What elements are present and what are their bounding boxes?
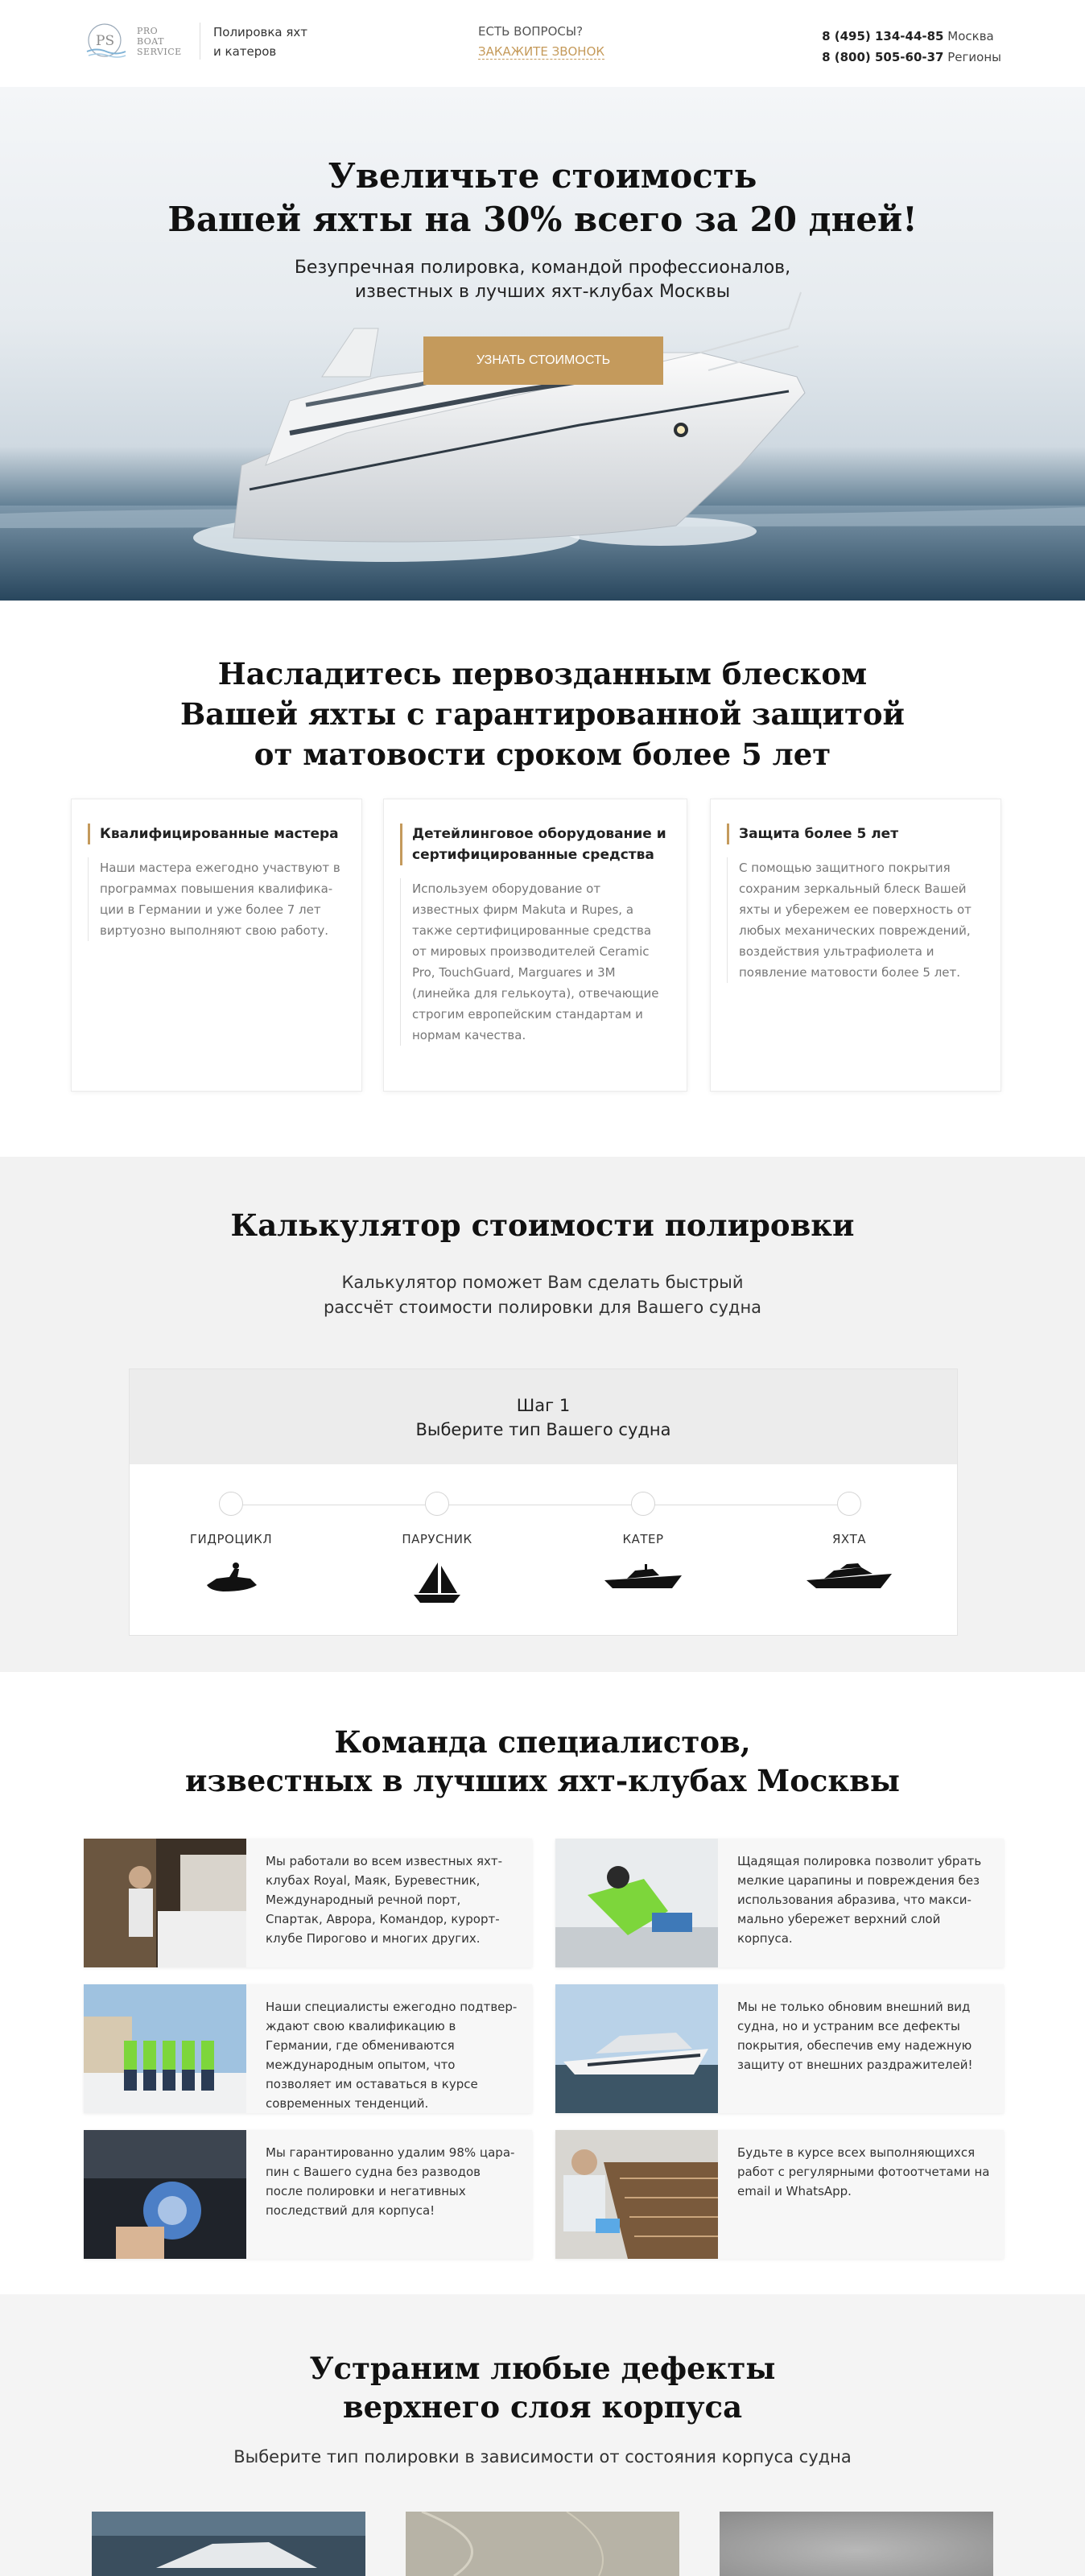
- option-sailboat[interactable]: [357, 1492, 518, 1604]
- callback-link[interactable]: ЗАКАЖИТЕ ЗВОНОК: [478, 44, 605, 59]
- questions-label: ЕСТЬ ВОПРОСЫ?: [478, 24, 584, 39]
- polishing-machine-image: [84, 2130, 246, 2259]
- motorboat-icon: [603, 1561, 683, 1593]
- defects-title: Устраним любые дефекты верхнего слоя корпуса: [309, 2351, 776, 2425]
- option-radio[interactable]: [219, 1492, 243, 1516]
- calculator-instruction: Выберите тип Вашего судна: [415, 1420, 671, 1439]
- worker-polishing-image: [555, 1839, 718, 1967]
- hull-defect-image: [720, 2512, 993, 2576]
- team-photo: [84, 1839, 246, 1967]
- option-label: ГИДРОЦИКЛ: [189, 1532, 273, 1546]
- team-card: [555, 1984, 1004, 2113]
- calculator-title: Калькулятор стоимости полировки: [230, 1208, 855, 1243]
- defect-card[interactable]: [92, 2512, 365, 2576]
- benefits-title: Насладитесь первозданным блеском Вашей яхты с гарантированной защитой от матовости сроком более 5 лет: [179, 656, 906, 772]
- deck-work-image: [555, 2130, 718, 2259]
- benefit-card-title: Защита более 5 лет: [727, 824, 983, 844]
- team-photo: [555, 1984, 718, 2113]
- team-card-text: Будьте в курсе всех выполняющихся работ с регулярными фотоотчетами на email и WhatsApp.: [737, 2145, 990, 2198]
- calculator-widget: [129, 1368, 958, 1636]
- team-card-text: Мы не только обновим внешний вид судна, но и устраним все дефекты покрытия, обеспечив ему надежную защиту от внешних раздражителей!: [737, 2000, 973, 2072]
- calculator-step: Шаг 1: [516, 1396, 571, 1415]
- team-card: [84, 2130, 532, 2259]
- option-radio[interactable]: [425, 1492, 449, 1516]
- team-photo: [555, 1839, 718, 1967]
- option-label: КАТЕР: [622, 1532, 664, 1546]
- sailboat-icon: [409, 1561, 465, 1604]
- option-motorboat[interactable]: [563, 1492, 724, 1593]
- team-title: Команда специалистов, известных в лучших яхт-клубах Москвы: [185, 1724, 900, 1798]
- option-radio[interactable]: [631, 1492, 655, 1516]
- phone-moscow[interactable]: 8 (495) 134-44-85 Москва: [822, 29, 994, 43]
- workers-interior-image: [84, 1839, 246, 1967]
- team-card-text: Щадящая полировка позволит убрать мелкие царапины и повреждения без использования абразива, что макси-мально убережет верхний слой корпуса.: [737, 1854, 982, 1946]
- site-header: [0, 0, 1085, 87]
- team-photo: [84, 2130, 246, 2259]
- calculator-subtitle: Калькулятор поможет Вам сделать быстрый рассчёт стоимости полировки для Вашего судна: [323, 1273, 762, 1317]
- team-card: [555, 2130, 1004, 2259]
- team-card: [555, 1839, 1004, 1967]
- benefit-card-text: Используем оборудование от известных фирм Makuta и Rupes, а также сертифицированные средства от мировых производителей Ceramic Pro, TouchGuard, Marguares и 3M (линейка для гелькоута), отвечающие строгим европейским стандартам и нормам качества.: [400, 878, 669, 1046]
- hero-title: Увеличьте стоимость Вашей яхты на 30% всего за 20 дней!: [167, 156, 918, 239]
- calculator-step-header: [130, 1369, 957, 1464]
- jetski-icon: [199, 1561, 263, 1598]
- phone-list: [822, 26, 1001, 68]
- option-radio[interactable]: [837, 1492, 861, 1516]
- team-card-text: Мы гарантированно удалим 98% цара-пин с Вашего судна без разводов после полировки и негативных последствий для корпуса!: [266, 2145, 515, 2218]
- hero-subtitle: Безупречная полировка, командой профессионалов, известных в лучших яхт-клубах Москвы: [294, 258, 791, 302]
- benefit-card-text: Наши мастера ежегодно участвуют в программах повышения квалифика-ции в Германии и уже более 7 лет виртуозно выполняют свою работу.: [88, 857, 344, 941]
- yacht-icon: [805, 1561, 893, 1593]
- benefit-card: [710, 799, 1001, 1092]
- team-card: [84, 1839, 532, 1967]
- surface-defect-image: [406, 2512, 679, 2576]
- team-card-text: Наши специалисты ежегодно подтвер-ждают свою квалификацию в Германии, где обмениваются международным опытом, что позволяет им оставаться в курсе современных тенденций.: [266, 2000, 518, 2111]
- team-card: [84, 1984, 532, 2113]
- benefit-card-text: С помощью защитного покрытия сохраним зеркальный блеск Вашей яхты и убережем ее поверхность от любых механических повреждений, воздействия ультрафиолета и появление матовости более 5 лет.: [727, 857, 983, 983]
- phone-regions[interactable]: 8 (800) 505-60-37 Регионы: [822, 50, 1001, 64]
- option-yacht[interactable]: [769, 1492, 930, 1593]
- get-price-button[interactable]: УЗНАТЬ СТОИМОСТЬ: [423, 336, 663, 385]
- benefit-card-title: Квалифицированные мастера: [88, 824, 344, 844]
- team-photo: [555, 2130, 718, 2259]
- defect-card[interactable]: [720, 2512, 993, 2576]
- yacht-defect-image: [92, 2512, 365, 2576]
- team-card-text: Мы работали во всем известных яхт-клубах Royal, Маяк, Буревестник, Международный речной порт, Спартак, Аврора, Командор, курорт- клубе Пирогово и многих других.: [266, 1854, 503, 1946]
- logo[interactable]: [84, 21, 196, 61]
- team-on-yacht-image: [84, 1984, 246, 2113]
- benefit-card: [383, 799, 687, 1092]
- header-tagline: Полировка яхт и катеров: [213, 25, 307, 59]
- hero-section: [0, 87, 1085, 601]
- option-label: ЯХТА: [831, 1532, 867, 1546]
- option-jetski[interactable]: [151, 1492, 311, 1598]
- option-label: ПАРУСНИК: [402, 1532, 472, 1546]
- team-photo: [84, 1984, 246, 2113]
- benefit-card-title: Детейлинговое оборудование и сертифицированные средства: [400, 824, 669, 865]
- yacht-marina-image: [555, 1984, 718, 2113]
- logo-text: PRO BOAT SERVICE: [137, 25, 182, 57]
- logo-mark-icon: [84, 21, 129, 61]
- svg-text:PS: PS: [96, 33, 115, 49]
- benefit-card: [71, 799, 362, 1092]
- defect-card[interactable]: [406, 2512, 679, 2576]
- defects-subtitle: Выберите тип полировки в зависимости от состояния корпуса судна: [233, 2447, 852, 2467]
